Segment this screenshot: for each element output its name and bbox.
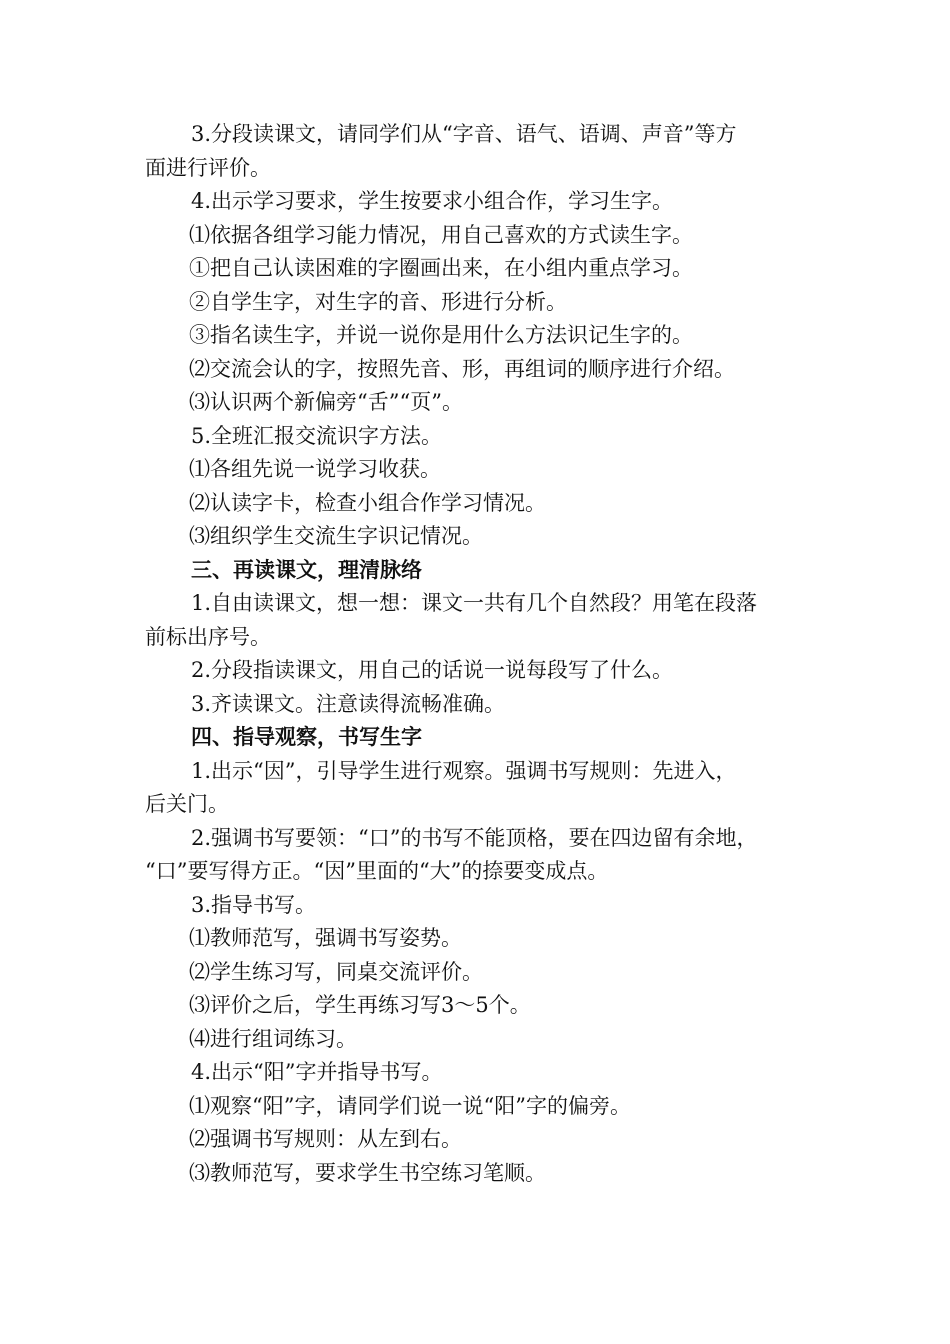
- sub-item-line: ⑴各组先说一说学习收获。: [189, 457, 441, 481]
- paragraph-line: 2.强调书写要领：“口”的书写不能顶格，要在四边留有余地，: [191, 825, 758, 850]
- paragraph-line: 1.出示“因”，引导学生进行观察。强调书写规则：先进入，: [191, 758, 737, 783]
- paragraph-continuation: “口”要写得方正。“因”里面的“大”的捺要变成点。: [145, 859, 609, 883]
- sub-item-line: ⑵学生练习写，同桌交流评价。: [189, 959, 483, 984]
- sub-item-line: ⑶认识两个新偏旁“舌”“页”。: [189, 390, 463, 414]
- sub-item-line: ⑵强调书写规则：从左到右。: [189, 1127, 462, 1151]
- section-heading: 三、再读课文，理清脉络: [191, 557, 422, 582]
- sub-item-line: ⑶组织学生交流生字识记情况。: [189, 524, 483, 548]
- sub-item-line: ⑵交流会认的字，按照先音、形，再组词的顺序进行介绍。: [189, 356, 735, 381]
- sub-item-line: ⑴依据各组学习能力情况，用自己喜欢的方式读生字。: [189, 222, 693, 247]
- sub-item-line: ③指名读生字，并说一说你是用什么方法识记生字的。: [189, 323, 693, 347]
- paragraph-line: 4.出示学习要求，学生按要求小组合作，学习生字。: [191, 189, 674, 213]
- paragraph-line: 3.分段读课文，请同学们从“字音、语气、语调、声音”等方: [191, 122, 737, 146]
- paragraph-line: 2.分段指读课文，用自己的话说一说每段写了什么。: [191, 658, 674, 682]
- paragraph-line: 3.指导书写。: [191, 892, 317, 917]
- paragraph-line: 4.出示“阳”字并指导书写。: [191, 1060, 443, 1084]
- section-heading: 四、指导观察，书写生字: [191, 725, 422, 749]
- paragraph-line: 5.全班汇报交流识字方法。: [191, 423, 443, 448]
- paragraph-continuation: 前标出序号。: [145, 624, 271, 649]
- document-body: [145, 118, 815, 1190]
- sub-item-line: ①把自己认读困难的字圈画出来，在小组内重点学习。: [189, 256, 693, 280]
- sub-item-line: ⑶评价之后，学生再练习写3～5个。: [189, 993, 531, 1017]
- paragraph-continuation: 后关门。: [145, 792, 229, 816]
- paragraph-line: 3.齐读课文。注意读得流畅准确。: [191, 691, 506, 716]
- sub-item-line: ⑴观察“阳”字，请同学们说一说“阳”字的偏旁。: [189, 1093, 631, 1118]
- sub-item-line: ⑶教师范写，要求学生书空练习笔顺。: [189, 1160, 546, 1185]
- sub-item-line: ⑴教师范写，强调书写姿势。: [189, 926, 462, 950]
- sub-item-line: ⑵认读字卡，检查小组合作学习情况。: [189, 490, 546, 515]
- paragraph-continuation: 面进行评价。: [145, 155, 271, 180]
- sub-item-line: ②自学生字，对生字的音、形进行分析。: [189, 289, 567, 314]
- paragraph-line: 1.自由读课文，想一想：课文一共有几个自然段？用笔在段落: [191, 591, 758, 615]
- sub-item-line: ⑷进行组词练习。: [189, 1026, 357, 1051]
